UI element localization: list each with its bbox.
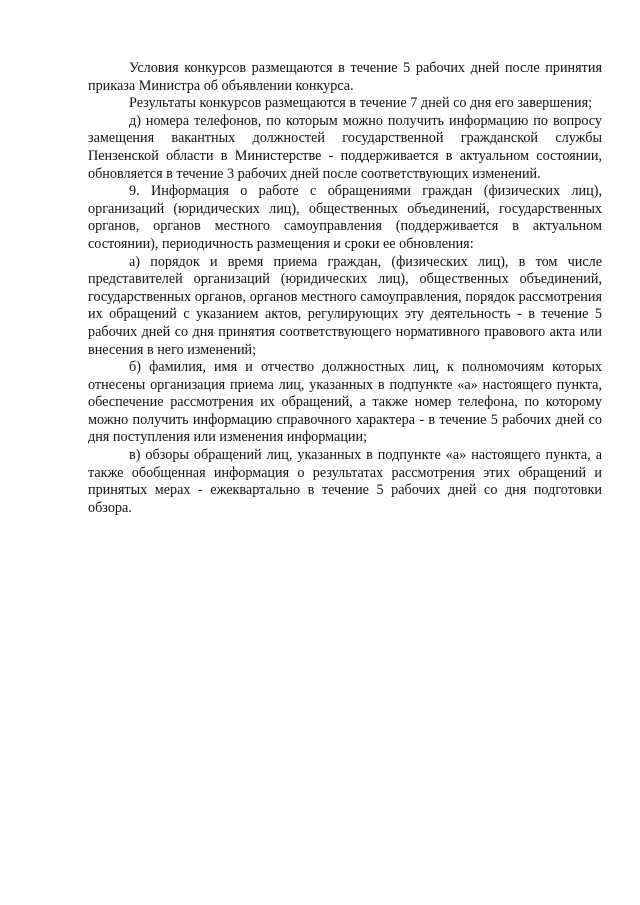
paragraph-item-b-officials: б) фамилия, имя и отчество должностных лиц, к полномочиям которых отнесены организация приема лиц, указанных в подпункте «а» настоящего пункта, обеспечение рассмотрения их обращений, а также номер телефона, по которому можно получить информацию справочного характера - в течение 5 рабочих дней со дня поступления или изменения информации; [88,359,602,446]
document-page [88,60,602,517]
paragraph-item-v-reviews: в) обзоры обращений лиц, указанных в подпункте «а» настоящего пункта, а также обобщенная информация о результатах рассмотрения этих обращений и принятых мерах - ежеквартально в течение 5 рабочих дней со дня подготовки обзора. [88,447,602,516]
paragraph-item-a-reception-order: а) порядок и время приема граждан, (физических лиц), в том числе представителей организаций (юридических лиц), общественных объединений, государственных органов, органов местного самоуправления, порядок рассмотрения их обращений с указанием актов, регулирующих эту деятельность - в течение 5 рабочих дней со дня принятия соответствующего нормативного правового акта или внесения в него изменений; [88,253,602,358]
paragraph-section-9-appeals: 9. Информация о работе с обращениями граждан (физических лиц), организаций (юридических лиц), общественных объединений, государственных органов, органов местного самоуправления (поддерживается в актуальном состоянии), периодичность размещения и сроки ее обновления: [88,183,602,252]
paragraph-contest-conditions: Условия конкурсов размещаются в течение 5 рабочих дней после принятия приказа Министра об объявлении конкурса. [88,60,602,94]
paragraph-item-d-phone-numbers: д) номера телефонов, по которым можно получить информацию по вопросу замещения вакантных должностей государственной гражданской службы Пензенской области в Министерстве - поддерживается в актуальном состоянии, обновляется в течение 3 рабочих дней после соответствующих изменений. [88,112,602,182]
paragraph-contest-results: Результаты конкурсов размещаются в течение 7 дней со дня его завершения; [129,95,593,112]
